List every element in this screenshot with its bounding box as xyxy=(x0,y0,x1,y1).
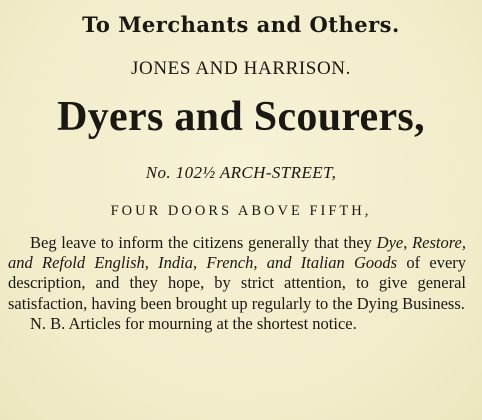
body-italic-segment: Dye xyxy=(376,233,404,252)
advertisement-body xyxy=(8,233,466,334)
trade-title: Dyers and Scourers, xyxy=(57,94,425,140)
body-text-segment: of every description, and they hope, by strict attention, to give general satisfaction, having been brought up regularly to the Dying Business. xyxy=(8,253,467,313)
firm-name: JONES AND HARRISON. xyxy=(131,58,351,79)
body-italic-segment: Restore, and Refold English, India, French, and Italian Goods xyxy=(8,233,466,273)
heading: To Merchants and Others. xyxy=(82,12,400,37)
body-paragraph xyxy=(8,233,466,314)
street-address: No. 102½ ARCH-STREET, xyxy=(145,163,337,182)
location-note: FOUR DOORS ABOVE FIFTH, xyxy=(110,203,372,219)
nota-bene: N. B. Articles for mourning at the shortest notice. xyxy=(30,313,357,333)
body-text-segment: Beg leave to inform the citizens generally that they xyxy=(30,233,377,252)
body-text-segment: , xyxy=(403,233,413,252)
